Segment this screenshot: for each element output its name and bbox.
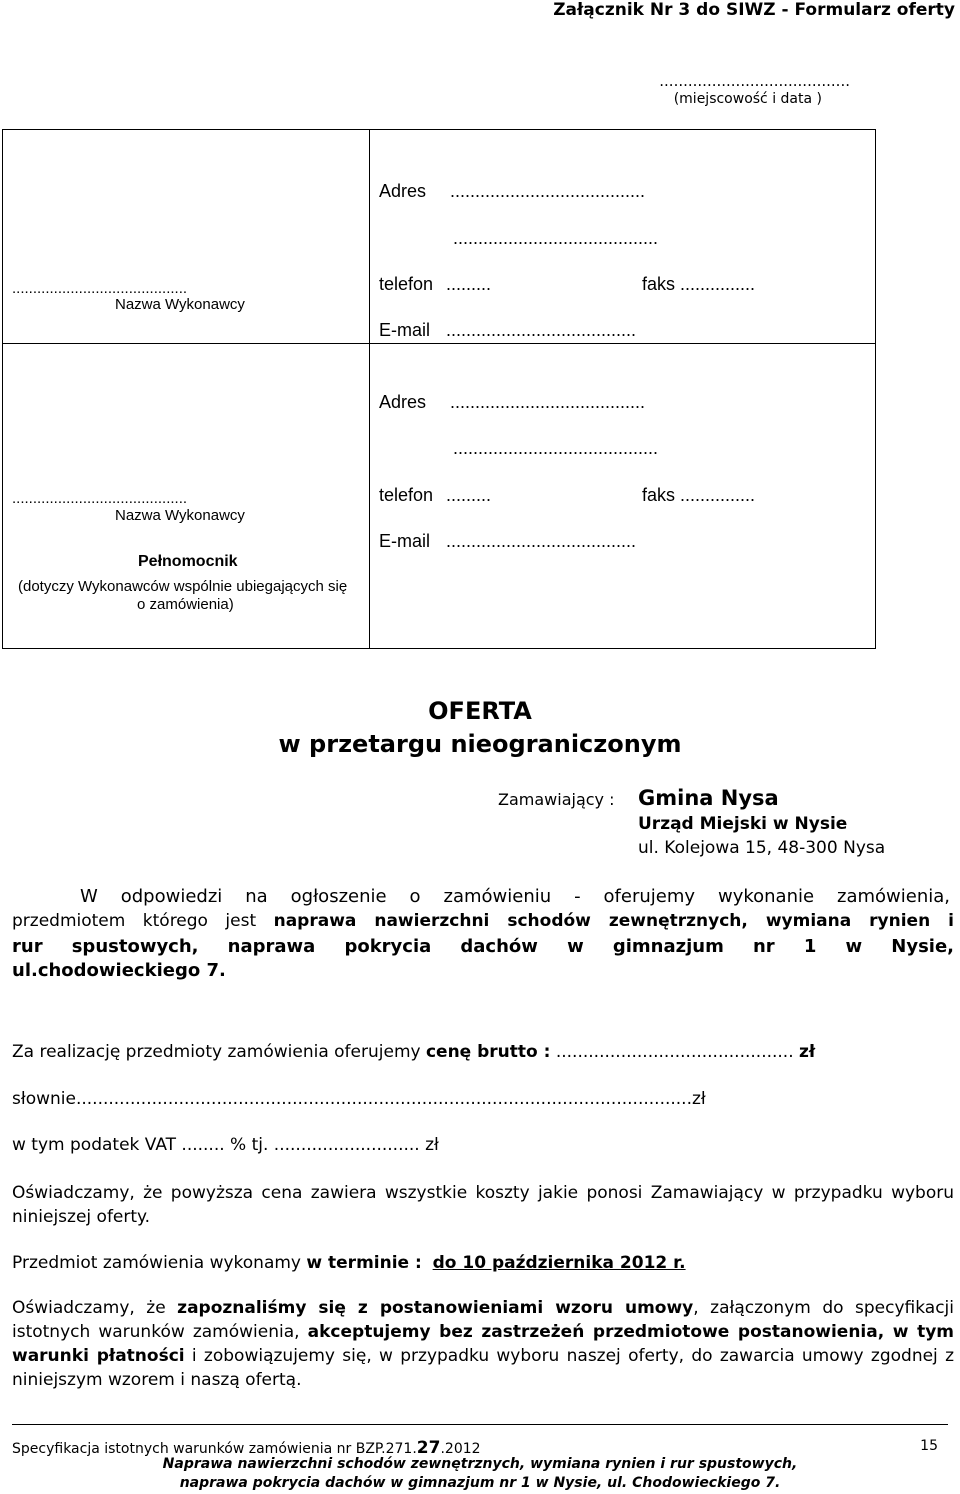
statement1-line1: Oświadczamy, że powyższa cena zawiera wszystkie koszty jakie ponosi Zamawiający w przypadku wyboru xyxy=(12,1183,954,1203)
contractor1-name-dots: .......................................... xyxy=(12,280,188,297)
contractor2-name-dots: .......................................... xyxy=(12,490,188,507)
footer-italic-line2: naprawa pokrycia dachów w gimnazjum nr 1 w Nysie, ul. Chodowieckiego 7. xyxy=(179,1475,781,1491)
deadline-label: w terminie : xyxy=(306,1253,422,1273)
place-date-label: (miejscowość i data ) xyxy=(673,91,822,107)
price-currency: zł xyxy=(799,1042,816,1062)
intro-line4: ul.chodowieckiego 7. xyxy=(12,960,226,981)
deadline-date: do 10 października 2012 r. xyxy=(432,1253,686,1273)
footer-spec-c: .2012 xyxy=(440,1441,481,1457)
s2-l2-b: akceptujemy bez zastrzeżeń przedmiotowe postanowienia, w tym xyxy=(307,1322,955,1342)
intro-line3: rur spustowych, naprawa pokrycia dachów w gimnazjum nr 1 w Nysie, xyxy=(12,936,954,957)
intro-line2 xyxy=(12,909,954,933)
footer-spec-b: 27 xyxy=(416,1438,441,1458)
offer-subtitle: w przetargu nieograniczonym xyxy=(278,730,682,758)
price-line xyxy=(12,1040,815,1064)
deadline-line xyxy=(12,1251,686,1275)
contractor2-email-label: E-mail xyxy=(379,531,431,551)
contractor2-fax-field[interactable]: ............... xyxy=(680,485,756,505)
contractor2-email-field[interactable]: ...................................... xyxy=(446,531,637,551)
statement1-line2: niniejszej oferty. xyxy=(12,1207,151,1227)
price-gross-label: cenę brutto : xyxy=(425,1042,551,1062)
table-divider-vertical xyxy=(369,129,370,649)
contractor2-fax-label: faks xyxy=(642,485,676,505)
contractor1-address-field[interactable]: ....................................... xyxy=(450,181,646,201)
table-divider-horizontal xyxy=(2,343,876,344)
place-date-dots: ........................................ xyxy=(659,72,850,90)
footer-spec-a: Specyfikacja istotnych warunków zamówienia nr BZP.271. xyxy=(12,1441,417,1457)
price-field[interactable]: ............................................ xyxy=(555,1042,794,1062)
vat-line[interactable]: w tym podatek VAT ........ % tj. ........................... zł xyxy=(12,1135,439,1155)
s2-l1-b: zapoznaliśmy się z postanowieniami wzoru umowy xyxy=(177,1298,694,1318)
employer-office: Urząd Miejski w Nysie xyxy=(638,814,848,834)
attachment-title: Załącznik Nr 3 do SIWZ - Formularz oferty xyxy=(553,0,955,20)
contractor1-phone-field[interactable]: ......... xyxy=(446,274,492,294)
footer-divider xyxy=(12,1424,948,1425)
contractor1-address-label: Adres xyxy=(379,181,427,201)
contractor1-phone-label: telefon xyxy=(379,274,434,294)
offer-title: OFERTA xyxy=(428,697,532,725)
statement2-line1 xyxy=(12,1296,954,1320)
s2-l3-a: warunki płatności xyxy=(12,1346,185,1366)
contractor-table xyxy=(2,129,876,649)
contractor1-name-label: Nazwa Wykonawcy xyxy=(115,296,245,313)
contractor2-phone-field[interactable]: ......... xyxy=(446,485,492,505)
intro-line2-plain: przedmiotem którego jest xyxy=(12,911,274,931)
employer-name: Gmina Nysa xyxy=(638,786,779,810)
page-number: 15 xyxy=(920,1438,938,1454)
deadline-text: Przedmiot zamówienia wykonamy xyxy=(12,1253,307,1273)
price-text: Za realizację przedmioty zamówienia oferujemy xyxy=(12,1042,426,1062)
statement2-line4: niniejszym wzorem i naszą ofertą. xyxy=(12,1370,302,1390)
contractor1-address-field-2[interactable]: ......................................... xyxy=(453,228,659,248)
price-words-field[interactable]: ..................................................................................................................zł xyxy=(75,1089,706,1109)
contractor2-address-label: Adres xyxy=(379,392,427,412)
s2-l1-c: , załączonym do specyfikacji xyxy=(693,1298,954,1318)
contractor1-fax-field[interactable]: ............... xyxy=(680,274,756,294)
contractor2-name-label: Nazwa Wykonawcy xyxy=(115,507,245,524)
footer-spec xyxy=(12,1438,481,1458)
proxy-note-line1: (dotyczy Wykonawców wspólnie ubiegających się xyxy=(18,578,348,595)
intro-line2-bold: naprawa nawierzchni schodów zewnętrznych, wymiana rynien i xyxy=(273,911,954,931)
intro-line1: W odpowiedzi na ogłoszenie o zamówieniu - oferujemy wykonanie zamówienia, xyxy=(80,886,950,907)
s2-l3-b: i zobowiązujemy się, w przypadku wyboru naszej oferty, do zawarcia umowy zgodnej z xyxy=(184,1346,954,1366)
footer-italic-line1: Naprawa nawierzchni schodów zewnętrznych, wymiana rynien i rur spustowych, xyxy=(162,1456,798,1472)
contractor2-address-field-2[interactable]: ......................................... xyxy=(453,438,659,458)
price-words-line xyxy=(12,1087,706,1111)
contractor1-email-field[interactable]: ...................................... xyxy=(446,320,637,340)
contractor2-address-field[interactable]: ....................................... xyxy=(450,392,646,412)
s2-l2-a: istotnych warunków zamówienia, xyxy=(12,1322,308,1342)
proxy-note-line2: o zamówienia) xyxy=(137,596,234,613)
statement2-line3 xyxy=(12,1344,954,1368)
employer-address: ul. Kolejowa 15, 48-300 Nysa xyxy=(638,838,886,858)
contractor1-email-label: E-mail xyxy=(379,320,431,340)
statement2-line2 xyxy=(12,1320,954,1344)
price-words-label: słownie xyxy=(12,1089,76,1109)
contractor2-phone-label: telefon xyxy=(379,485,434,505)
proxy-title: Pełnomocnik xyxy=(138,553,238,570)
employer-label: Zamawiający : xyxy=(498,790,615,809)
contractor1-fax-label: faks xyxy=(642,274,676,294)
s2-l1-a: Oświadczamy, że xyxy=(12,1298,178,1318)
